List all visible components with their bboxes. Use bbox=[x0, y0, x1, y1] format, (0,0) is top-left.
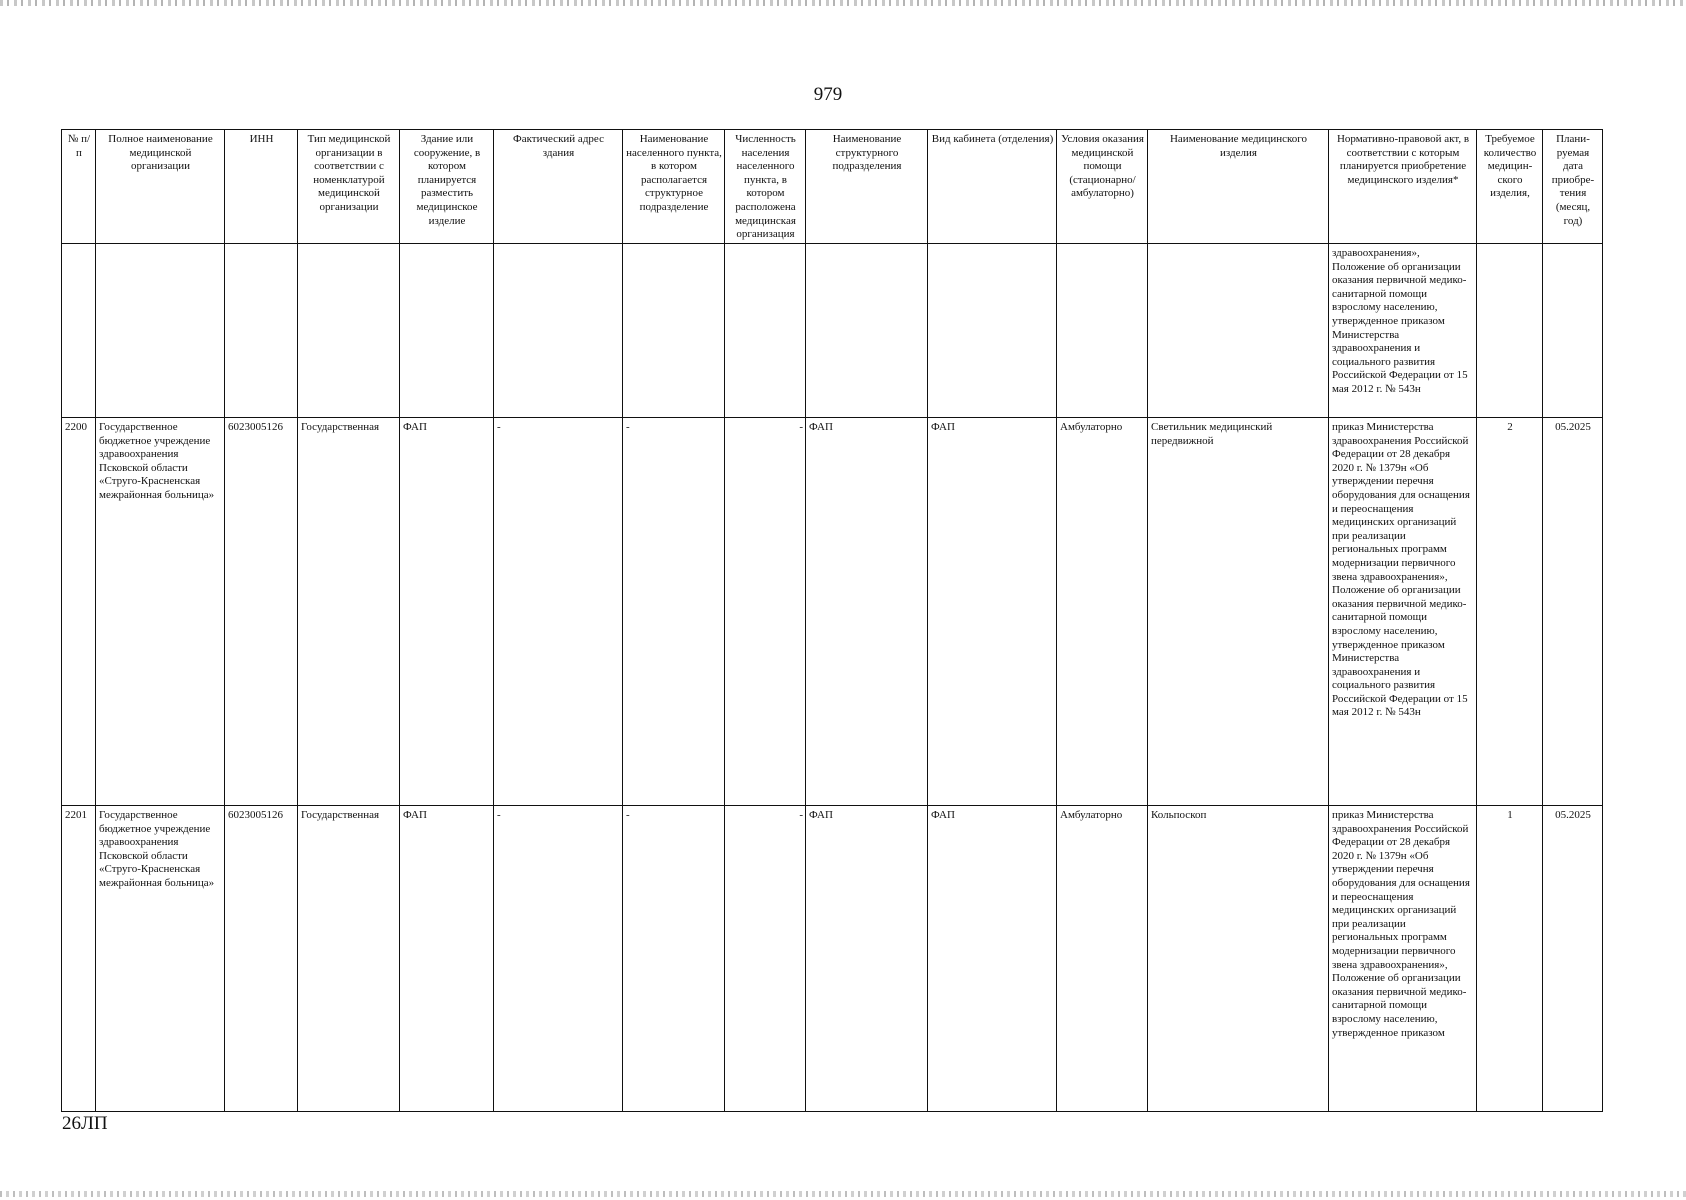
address: - bbox=[494, 806, 623, 1112]
quantity: 2 bbox=[1477, 418, 1543, 806]
table-cell bbox=[623, 244, 725, 418]
col-header-inn: ИНН bbox=[225, 130, 298, 244]
table-cell bbox=[725, 244, 806, 418]
table-cell bbox=[96, 244, 225, 418]
normative-act: приказ Министерства здравоохранения Российской Федерации от 28 декабря 2020 г. № 1379н «Об утверждении перечня оборудования для оснащения и переоснащения медицинских организаций при реализации региональных программ модернизации первичного звена здравоохранения», Положение об организации оказания первичной медико-санитарной помощи взрослому населению, утвержденное приказом bbox=[1329, 806, 1477, 1112]
equipment-table bbox=[61, 129, 1603, 1112]
cabinet-type: ФАП bbox=[928, 418, 1057, 806]
population: - bbox=[725, 418, 806, 806]
col-header-type: Тип медицинской организации в соответствии с номенклатурой медицинской организации bbox=[298, 130, 400, 244]
header-row bbox=[62, 130, 1603, 244]
col-header-conditions: Условия оказания медицинской помощи (стационарно/ амбулаторно) bbox=[1057, 130, 1148, 244]
settlement: - bbox=[623, 418, 725, 806]
col-header-unit: Наименование структурного подразделения bbox=[806, 130, 928, 244]
cabinet-type: ФАП bbox=[928, 806, 1057, 1112]
row-number: 2200 bbox=[62, 418, 96, 806]
table-row bbox=[62, 418, 1603, 806]
table-cell bbox=[225, 244, 298, 418]
col-header-norm: Нормативно-правовой акт, в соответствии с которым планируется приобретение медицинского изделия* bbox=[1329, 130, 1477, 244]
col-header-qty: Требуемое количество медицин-ского изделия, bbox=[1477, 130, 1543, 244]
org-type: Государственная bbox=[298, 806, 400, 1112]
purchase-date: 05.2025 bbox=[1543, 806, 1603, 1112]
col-header-org: Полное наименование медицинской организации bbox=[96, 130, 225, 244]
table-cell bbox=[298, 244, 400, 418]
normative-act: приказ Министерства здравоохранения Российской Федерации от 28 декабря 2020 г. № 1379н «Об утверждении перечня оборудования для оснащения и переоснащения медицинских организаций при реализации региональных программ модернизации первичного звена здравоохранения», Положение об организации оказания первичной медико-санитарной помощи взрослому населению, утвержденное приказом Министерства здравоохранения и социального развития Российской Федерации от 15 мая 2012 г. № 543н bbox=[1329, 418, 1477, 806]
scan-edge-top bbox=[0, 0, 1686, 6]
care-conditions: Амбулаторно bbox=[1057, 806, 1148, 1112]
page-number: 979 bbox=[813, 84, 843, 105]
device-name: Светильник медицинский передвижной bbox=[1148, 418, 1329, 806]
inn: 6023005126 bbox=[225, 806, 298, 1112]
building: ФАП bbox=[400, 418, 494, 806]
table-cell bbox=[1057, 244, 1148, 418]
table-cell bbox=[1477, 244, 1543, 418]
table-cell bbox=[62, 244, 96, 418]
purchase-date: 05.2025 bbox=[1543, 418, 1603, 806]
care-conditions: Амбулаторно bbox=[1057, 418, 1148, 806]
col-header-num: № п/п bbox=[62, 130, 96, 244]
table-cell bbox=[1543, 244, 1603, 418]
table-cell bbox=[494, 244, 623, 418]
settlement: - bbox=[623, 806, 725, 1112]
row-number: 2201 bbox=[62, 806, 96, 1112]
structural-unit: ФАП bbox=[806, 418, 928, 806]
org-type: Государственная bbox=[298, 418, 400, 806]
org-name: Государственное бюджетное учреждение здравоохранения Псковской области «Струго-Красненская межрайонная больница» bbox=[96, 806, 225, 1112]
scan-edge-bottom bbox=[0, 1191, 1686, 1197]
building: ФАП bbox=[400, 806, 494, 1112]
continuation-row bbox=[62, 244, 1603, 418]
col-header-settlement: Наименование населенного пункта, в котором располагается структурное подразделение bbox=[623, 130, 725, 244]
table-cell bbox=[928, 244, 1057, 418]
table-cell bbox=[1148, 244, 1329, 418]
device-name: Кольпоскоп bbox=[1148, 806, 1329, 1112]
org-name: Государственное бюджетное учреждение здравоохранения Псковской области «Струго-Красненская межрайонная больница» bbox=[96, 418, 225, 806]
table-cell bbox=[400, 244, 494, 418]
continuation-norm-text: здравоохранения», Положение об организации оказания первичной медико-санитарной помощи взрослому населению, утвержденное приказом Министерства здравоохранения и социального развития Российской Федерации от 15 мая 2012 г. № 543н bbox=[1329, 244, 1477, 418]
col-header-building: Здание или сооружение, в котором планируется разместить медицинское изделие bbox=[400, 130, 494, 244]
col-header-device: Наименование медицинского изделия bbox=[1148, 130, 1329, 244]
col-header-address: Фактический адрес здания bbox=[494, 130, 623, 244]
population: - bbox=[725, 806, 806, 1112]
quantity: 1 bbox=[1477, 806, 1543, 1112]
address: - bbox=[494, 418, 623, 806]
col-header-date: Плани-руемая дата приобре-тения (месяц, год) bbox=[1543, 130, 1603, 244]
structural-unit: ФАП bbox=[806, 806, 928, 1112]
col-header-cabinet: Вид кабинета (отделения) bbox=[928, 130, 1057, 244]
page-code: 26ЛП bbox=[62, 1113, 108, 1134]
table-cell bbox=[806, 244, 928, 418]
table-row bbox=[62, 806, 1603, 1112]
inn: 6023005126 bbox=[225, 418, 298, 806]
col-header-population: Численность населения населенного пункта, в котором расположена медицинская организация bbox=[725, 130, 806, 244]
